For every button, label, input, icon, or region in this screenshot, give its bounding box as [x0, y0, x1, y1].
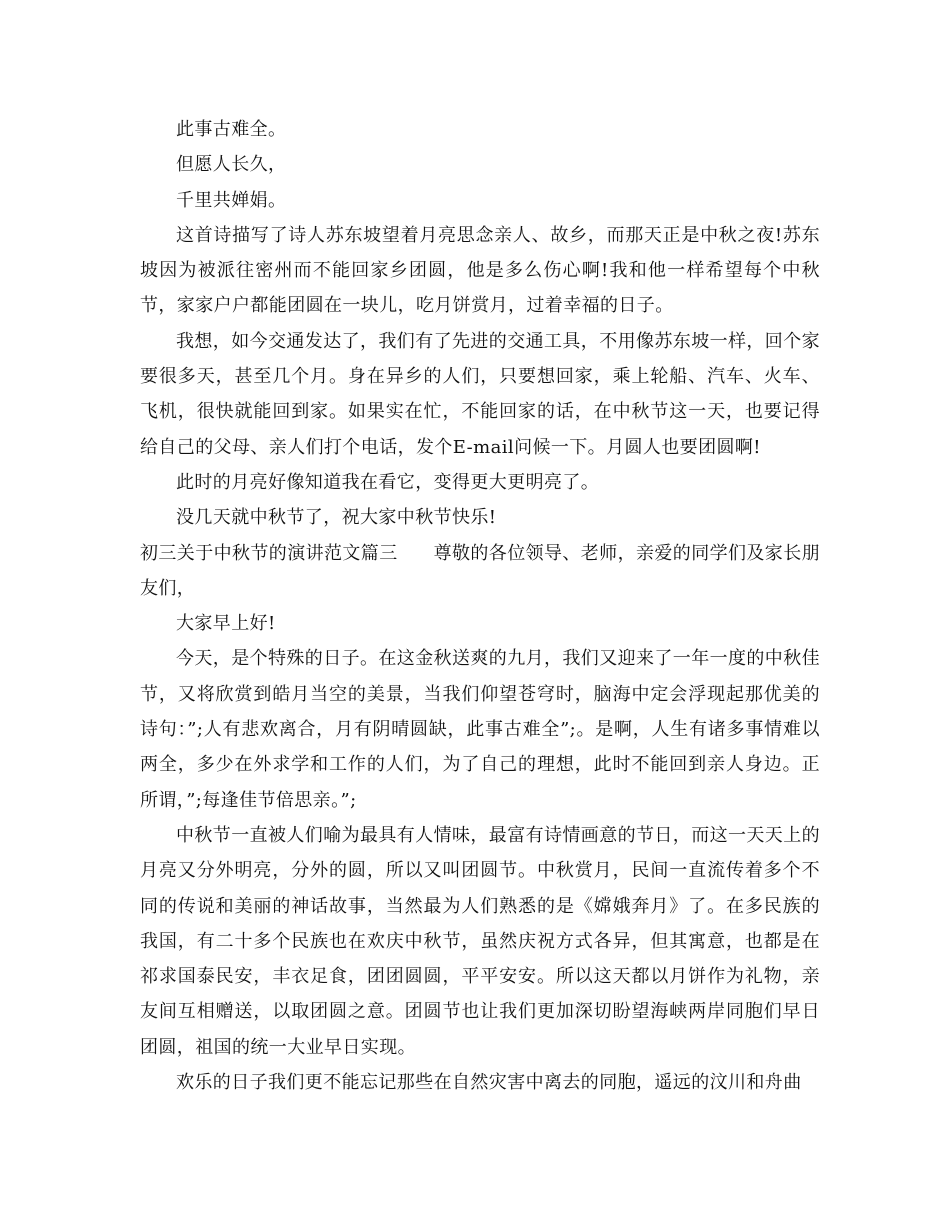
section-heading-paragraph [140, 536, 820, 607]
poem-line: 但愿人长久， [176, 154, 287, 176]
document-body [140, 112, 820, 1100]
body-paragraph: 今天，是个特殊的日子。在这金秋送爽的九月，我们又迎来了一年一度的中秋佳节，又将欣赏到皓月当空的美景，当我们仰望苍穹时，脑海中定会浮现起那优美的诗句：”;人有悲欢离合，月有阴晴圆缺，此事古难全”;。是啊，人生有诸多事情难以两全，多少在外求学和工作的人们，为了自己的理想，此时不能回到亲人身边。正所谓，”;每逢佳节倍思亲。”; [140, 648, 820, 811]
body-paragraph: 此时的月亮好像知道我在看它，变得更大更明亮了。 [176, 471, 600, 493]
body-paragraph: 这首诗描写了诗人苏东坡望着月亮思念亲人、故乡，而那天正是中秋之夜!苏东坡因为被派往密州而不能回家乡团圆，他是多么伤心啊!我和他一样希望每个中秋节，家家户户都能团圆在一块儿，吃月饼赏月，过着幸福的日子。 [140, 224, 820, 317]
body-paragraph: 中秋节一直被人们喻为最具有人情味，最富有诗情画意的节日，而这一天天上的月亮又分外明亮，分外的圆，所以又叫团圆节。中秋赏月，民间一直流传着多个不同的传说和美丽的神话故事，当然最为人们熟悉的是《嫦娥奔月》了。在多民族的我国，有二十多个民族也在欢庆中秋节，虽然庆祝方式各异，但其寓意，也都是在祁求国泰民安，丰衣足食，团团圆圆，平平安安。所以这天都以月饼作为礼物，亲友间互相赠送，以取团圆之意。团圆节也让我们更加深切盼望海峡两岸同胞们早日团圆，祖国的统一大业早日实现。 [140, 824, 820, 1058]
section-opening: 尊敬的各位领导、老师，亲爱的同学们及家长朋友们， [140, 542, 821, 599]
body-paragraph: 我想，如今交通发达了，我们有了先进的交通工具，不用像苏东坡一样，回个家要很多天，甚至几个月。身在异乡的人们，只要想回家，乘上轮船、汽车、火车、飞机，很快就能回到家。如果实在忙，不能回家的话，在中秋节这一天，也要记得给自己的父母、亲人们打个电话，发个E-mail问候一下。月圆人也要团圆啊! [140, 330, 820, 458]
poem-line: 千里共婵娟。 [176, 189, 287, 211]
body-paragraph: 大家早上好! [176, 613, 276, 635]
body-paragraph: 欢乐的日子我们更不能忘记那些在自然灾害中离去的同胞，遥远的汶川和舟曲 [176, 1072, 802, 1094]
poem-line: 此事古难全。 [176, 119, 287, 140]
section-title: 初三关于中秋节的演讲范文篇三 [140, 542, 398, 564]
body-paragraph: 没几天就中秋节了，祝大家中秋节快乐! [176, 507, 497, 529]
